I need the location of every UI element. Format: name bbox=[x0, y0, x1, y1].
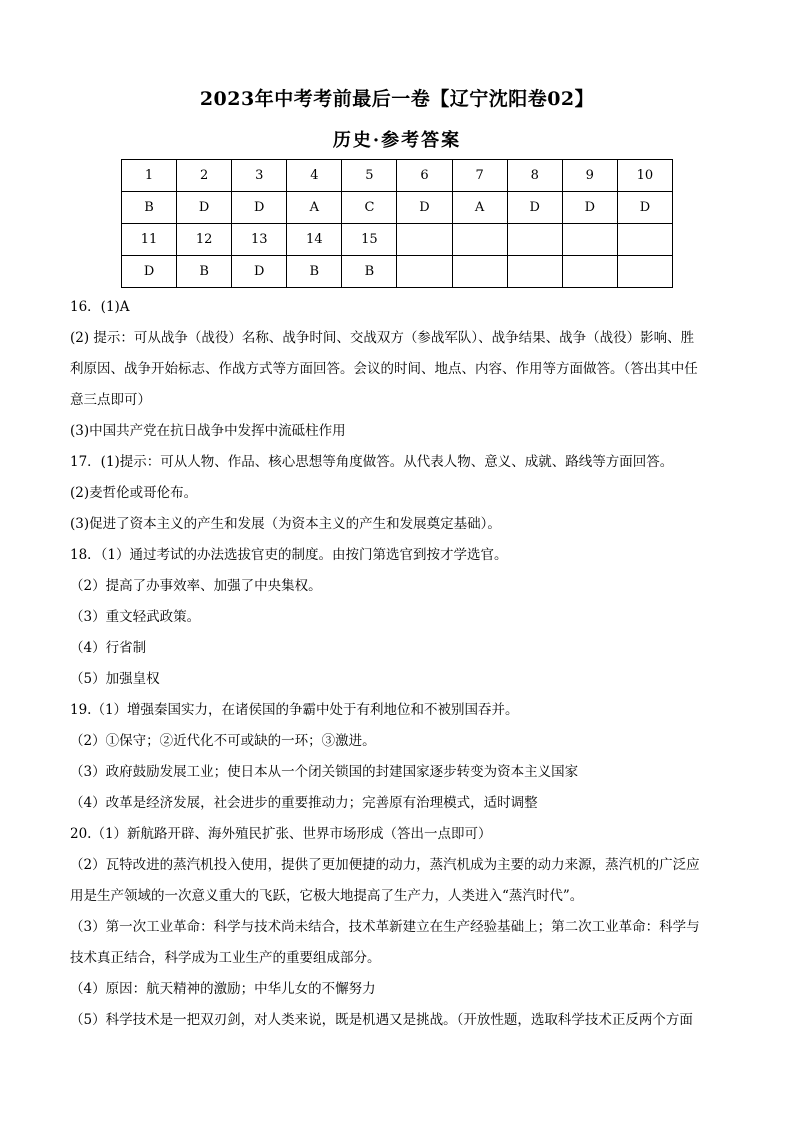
answer-line: 用是生产领域的一次意义重大的飞跃，它极大地提高了生产力，人类进入“蒸汽时代”。 bbox=[70, 888, 584, 904]
answer-table-cell: B bbox=[122, 192, 177, 224]
answer-line: 17．(1)提示：可从人物、作品、核心思想等角度做答。从代表人物、意义、成就、路线等方面回答。 bbox=[70, 454, 674, 470]
answer-table-row bbox=[122, 224, 673, 256]
answer-table-cell bbox=[617, 256, 672, 288]
answer-line: （3）第一次工业革命：科学与技术尚未结合，技术革新建立在生产经验基础上；第二次工业革命：科学与 bbox=[70, 919, 700, 935]
answer-table-cell: B bbox=[342, 256, 397, 288]
answer-line: (2)麦哲伦或哥伦布。 bbox=[70, 485, 198, 501]
answer-table-cell: D bbox=[122, 256, 177, 288]
answer-table-cell bbox=[507, 256, 562, 288]
answer-table-cell bbox=[397, 224, 452, 256]
answer-table-cell: 8 bbox=[507, 160, 562, 192]
answer-table-cell: 10 bbox=[617, 160, 672, 192]
answer-table-cell: 5 bbox=[342, 160, 397, 192]
answer-table-cell: A bbox=[452, 192, 507, 224]
answer-table-cell: A bbox=[287, 192, 342, 224]
document-subtitle: 历史·参考答案 bbox=[332, 130, 462, 151]
answer-line: （2）瓦特改进的蒸汽机投入使用，提供了更加便捷的动力，蒸汽机成为主要的动力来源，蒸汽机的广泛应 bbox=[70, 857, 700, 873]
answer-table-cell: D bbox=[397, 192, 452, 224]
answer-table-cell bbox=[507, 224, 562, 256]
answer-table-cell: 14 bbox=[287, 224, 342, 256]
answer-table-cell: 1 bbox=[122, 160, 177, 192]
answer-table-cell: 13 bbox=[232, 224, 287, 256]
answer-line: 20.（1）新航路开辟、海外殖民扩张、世界市场形成（答出一点即可） bbox=[70, 826, 492, 842]
answer-table-cell: 12 bbox=[177, 224, 232, 256]
answer-table bbox=[121, 159, 673, 288]
answer-table-cell bbox=[452, 224, 507, 256]
answer-line: (3)促进了资本主义的产生和发展（为资本主义的产生和发展奠定基础）。 bbox=[70, 516, 501, 532]
answer-line: （4）行省制 bbox=[70, 640, 147, 656]
answer-line: 意三点即可） bbox=[70, 392, 151, 408]
answer-table-cell bbox=[562, 256, 617, 288]
answer-table-cell: 9 bbox=[562, 160, 617, 192]
answer-table-cell bbox=[562, 224, 617, 256]
answer-line: 18．（1）通过考试的办法选拔官吏的制度。由按门第选官到按才学选官。 bbox=[70, 547, 508, 563]
answer-table-cell: 11 bbox=[122, 224, 177, 256]
answer-table-cell: D bbox=[507, 192, 562, 224]
answer-table-cell: 15 bbox=[342, 224, 397, 256]
answer-explanations bbox=[70, 292, 730, 1036]
answer-table-cell: B bbox=[287, 256, 342, 288]
answer-table-cell: D bbox=[562, 192, 617, 224]
answer-line: （5）科学技术是一把双刃剑，对人类来说，既是机遇又是挑战。（开放性题，选取科学技术正反两个方面 bbox=[70, 1012, 693, 1028]
answer-table-cell: 3 bbox=[232, 160, 287, 192]
answer-table-cell: D bbox=[177, 192, 232, 224]
answer-line: 19.（1）增强秦国实力，在诸侯国的争霸中处于有利地位和不被别国吞并。 bbox=[70, 702, 519, 718]
answer-line: 技术真正结合，科学成为工业生产的重要组成部分。 bbox=[70, 950, 381, 966]
answer-table-cell bbox=[397, 256, 452, 288]
answer-line: （2）①保守；②近代化不可或缺的一环；③激进。 bbox=[70, 733, 376, 749]
answer-table-cell bbox=[452, 256, 507, 288]
answer-table-row bbox=[122, 256, 673, 288]
answer-table-cell: D bbox=[232, 192, 287, 224]
answer-line: (3)中国共产党在抗日战争中发挥中流砥柱作用 bbox=[70, 423, 346, 439]
answer-line: （2）提高了办事效率、加强了中央集权。 bbox=[70, 578, 322, 594]
answer-table-cell: 7 bbox=[452, 160, 507, 192]
document-title: 2023年中考考前最后一卷【辽宁沈阳卷02】 bbox=[199, 88, 595, 110]
answer-line: (2) 提示：可从战争（战役）名称、战争时间、交战双方（参战军队）、战争结果、战争（战役）影响、胜 bbox=[70, 330, 695, 346]
answer-table-cell: 6 bbox=[397, 160, 452, 192]
answer-line: （5）加强皇权 bbox=[70, 671, 160, 687]
answer-line: （3）政府鼓励发展工业；使日本从一个闭关锁国的封建国家逐步转变为资本主义国家 bbox=[70, 764, 579, 780]
answer-table-cell: B bbox=[177, 256, 232, 288]
answer-table-cell bbox=[617, 224, 672, 256]
answer-line: 16．(1)A bbox=[70, 299, 130, 315]
answer-table-cell: D bbox=[617, 192, 672, 224]
answer-table-row bbox=[122, 160, 673, 192]
answer-line: （4）原因：航天精神的激励；中华儿女的不懈努力 bbox=[70, 981, 376, 997]
answer-table-cell: D bbox=[232, 256, 287, 288]
answer-table-row bbox=[122, 192, 673, 224]
answer-line: 利原因、战争开始标志、作战方式等方面回答。会议的时间、地点、内容、作用等方面做答。（答出其中任 bbox=[70, 361, 698, 377]
answer-line: （4）改革是经济发展，社会进步的重要推动力；完善原有治理模式，适时调整 bbox=[70, 795, 538, 811]
answer-table-cell: 4 bbox=[287, 160, 342, 192]
answer-table-cell: 2 bbox=[177, 160, 232, 192]
answer-table-cell: C bbox=[342, 192, 397, 224]
answer-line: （3）重文轻武政策。 bbox=[70, 609, 201, 625]
